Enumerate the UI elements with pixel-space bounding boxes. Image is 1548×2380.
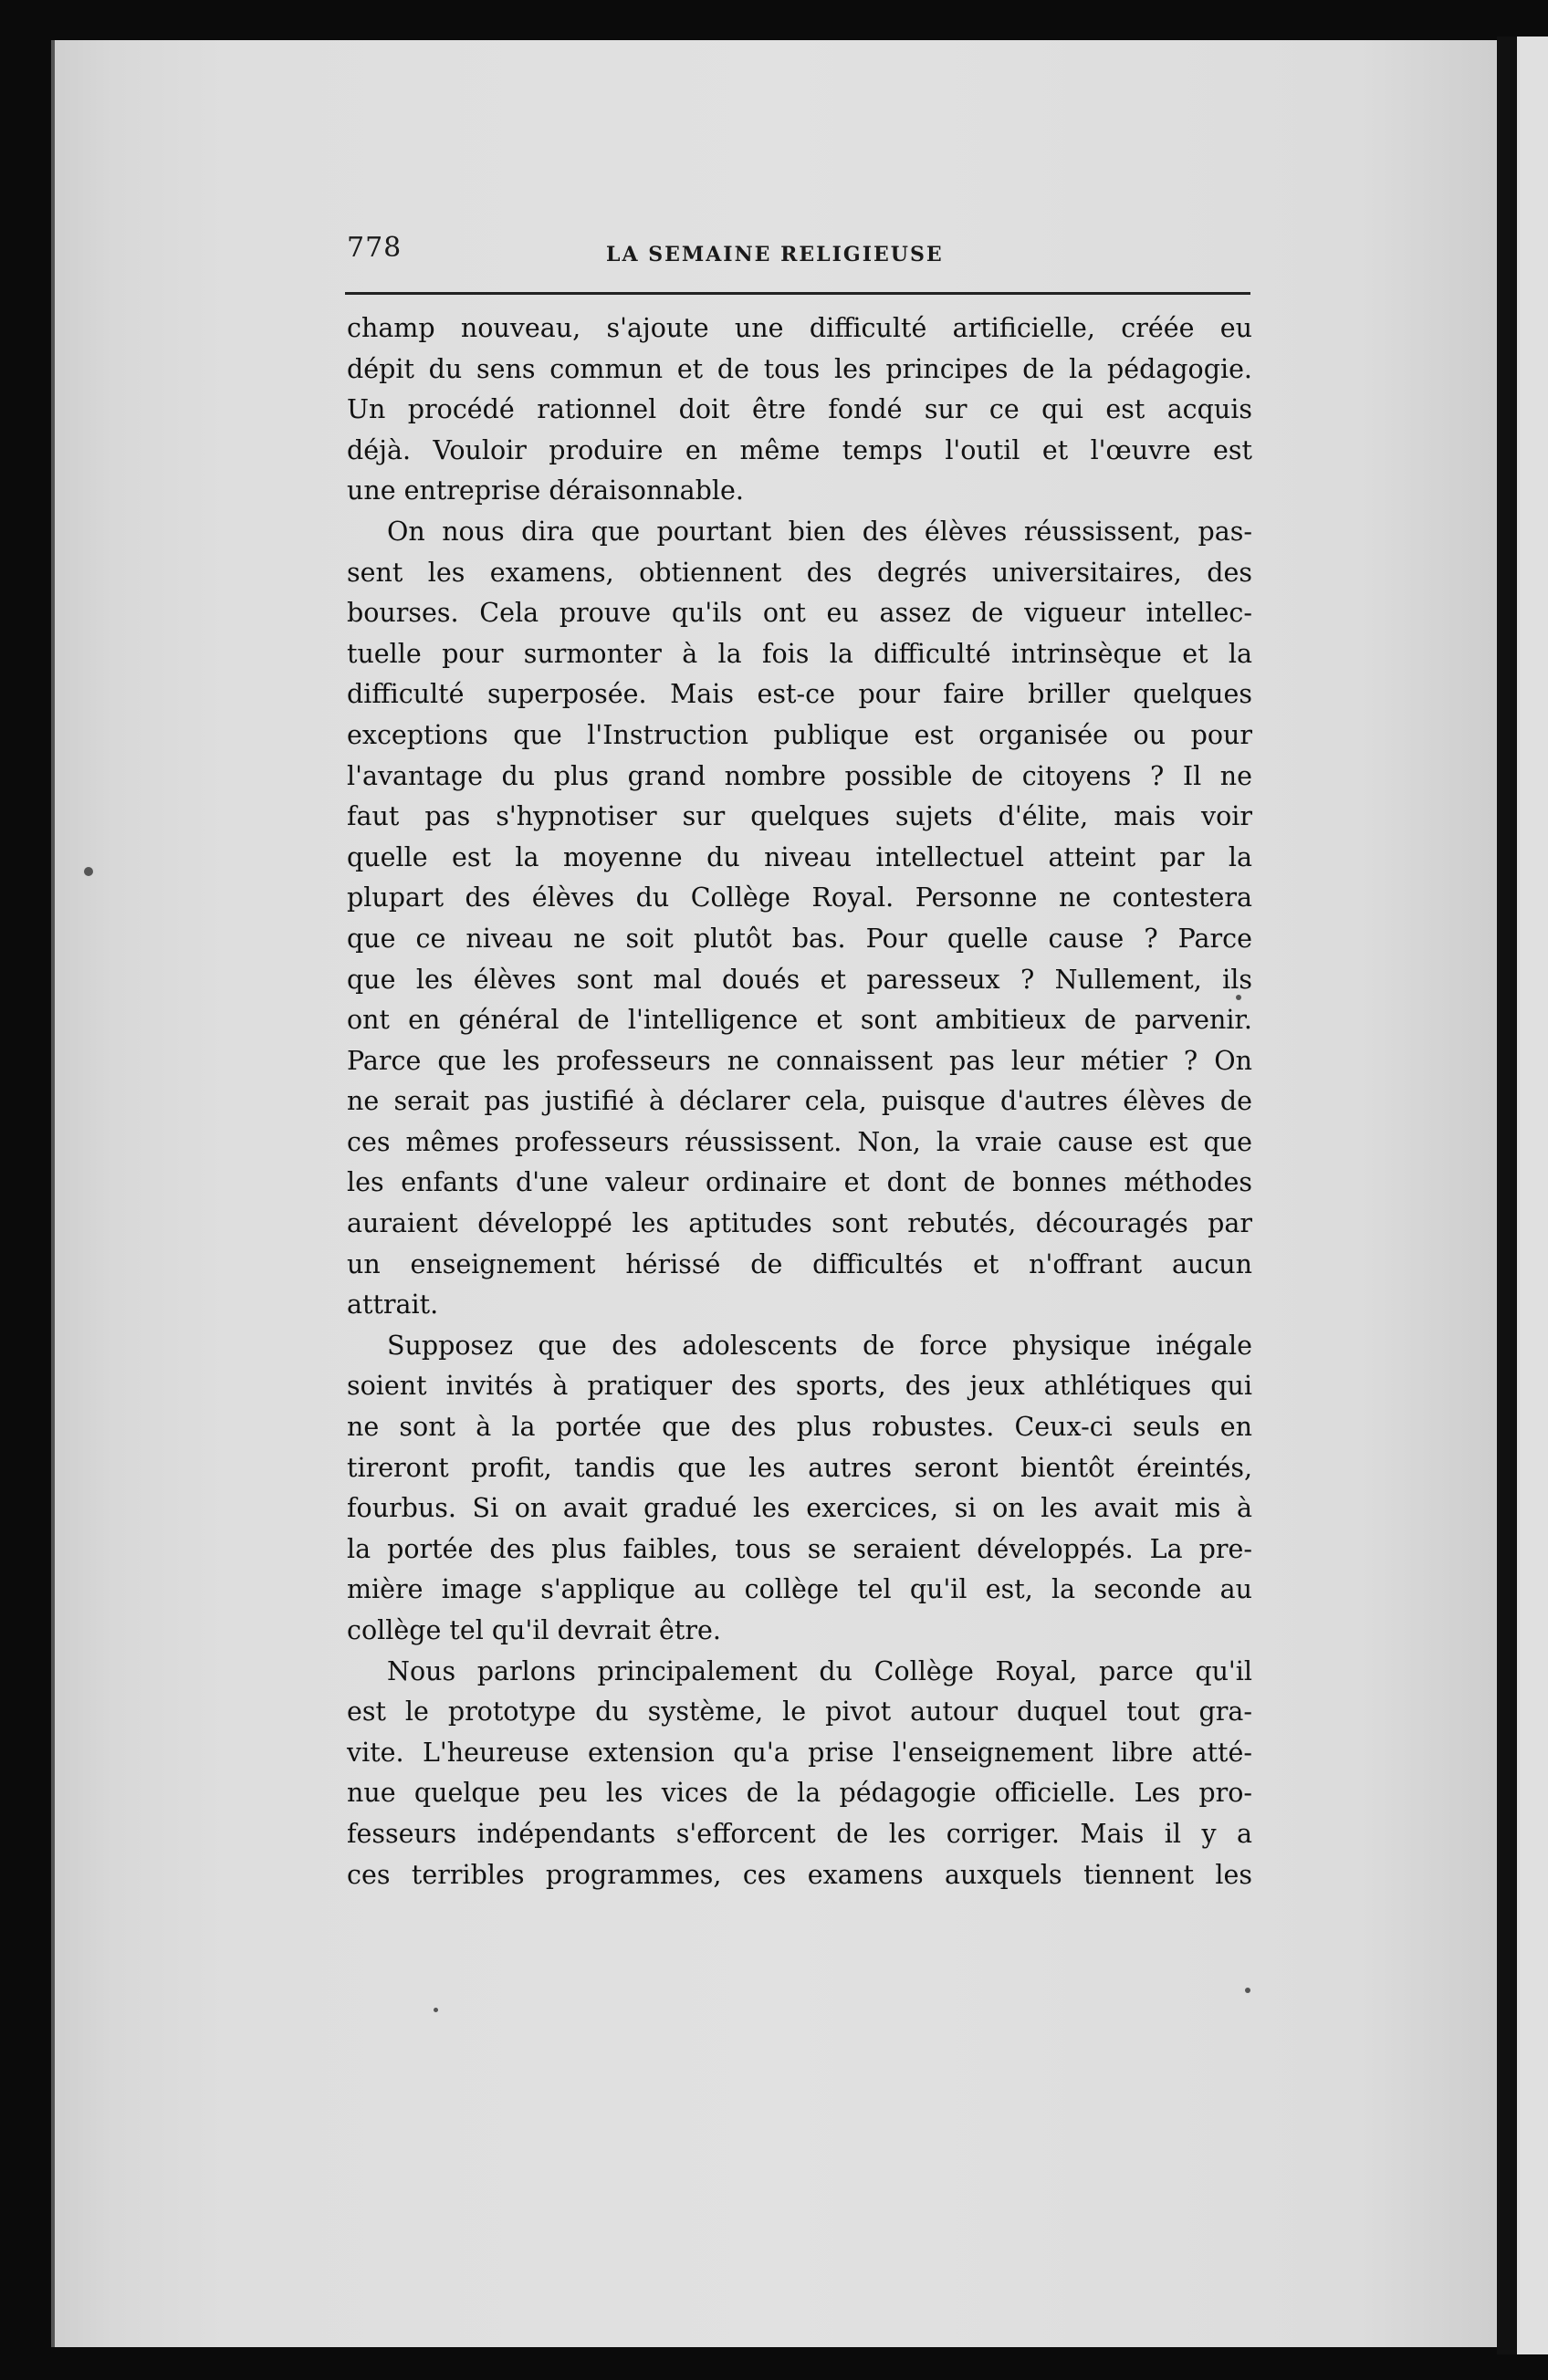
text-line: nue quelque peu les vices de la pédagogie officielle. Les pro- bbox=[347, 1778, 1252, 1809]
text-line: collège tel qu'il devrait être. bbox=[347, 1615, 721, 1645]
text-line: faut pas s'hypnotiser sur quelques sujets d'élite, mais voir bbox=[347, 801, 1252, 832]
text-line: Supposez que des adolescents de force physique inégale bbox=[387, 1330, 1252, 1361]
text-line: ont en général de l'intelligence et sont ambitieux de parvenir. bbox=[347, 1005, 1252, 1036]
text-line: bourses. Cela prouve qu'ils ont eu assez de vigueur intellec- bbox=[347, 598, 1252, 629]
body-text bbox=[347, 308, 1252, 1895]
text-line: mière image s'applique au collège tel qu'il est, la seconde au bbox=[347, 1574, 1252, 1605]
text-line: Parce que les professeurs ne connaissent pas leur métier ? On bbox=[347, 1045, 1252, 1076]
running-title: LA SEMAINE RELIGIEUSE bbox=[606, 243, 944, 266]
scan-speck bbox=[434, 2008, 438, 2012]
text-line: une entreprise déraisonnable. bbox=[347, 475, 744, 506]
text-line: que ce niveau ne soit plutôt bas. Pour quelle cause ? Parce bbox=[347, 923, 1252, 954]
text-line: ces terribles programmes, ces examens auxquels tiennent les bbox=[347, 1859, 1252, 1890]
text-line: sent les examens, obtiennent des degrés universitaires, des bbox=[347, 557, 1252, 588]
text-line: tireront profit, tandis que les autres seront bientôt éreintés, bbox=[347, 1452, 1252, 1483]
text-line: Un procédé rationnel doit être fondé sur ce qui est acquis bbox=[347, 394, 1252, 425]
text-line: fourbus. Si on avait gradué les exercices, si on les avait mis à bbox=[347, 1493, 1252, 1524]
text-line: On nous dira que pourtant bien des élèves réussissent, pas- bbox=[387, 516, 1252, 547]
text-line: ces mêmes professeurs réussissent. Non, la vraie cause est que bbox=[347, 1126, 1252, 1157]
text-line: est le prototype du système, le pivot autour duquel tout gra- bbox=[347, 1696, 1252, 1728]
text-line: les enfants d'une valeur ordinaire et dont de bonnes méthodes bbox=[347, 1167, 1252, 1198]
text-line: ne sont à la portée que des plus robustes. Ceux-ci seuls en bbox=[347, 1412, 1252, 1443]
text-line: ne serait pas justifié à déclarer cela, puisque d'autres élèves de bbox=[347, 1086, 1252, 1117]
text-line: quelle est la moyenne du niveau intellectuel atteint par la bbox=[347, 841, 1252, 872]
text-line: soient invités à pratiquer des sports, des jeux athlétiques qui bbox=[347, 1371, 1252, 1402]
facing-page-edge bbox=[1517, 37, 1548, 2354]
text-line: Nous parlons principalement du Collège Royal, parce qu'il bbox=[387, 1655, 1252, 1686]
page-number: 778 bbox=[347, 232, 403, 264]
header-rule bbox=[345, 292, 1250, 295]
text-line: déjà. Vouloir produire en même temps l'outil et l'œuvre est bbox=[347, 434, 1252, 465]
text-line: un enseignement hérissé de difficultés et n'offrant aucun bbox=[347, 1248, 1252, 1279]
text-line: attrait. bbox=[347, 1289, 439, 1320]
text-line: l'avantage du plus grand nombre possible de citoyens ? Il ne bbox=[347, 760, 1252, 791]
page-gutter-shadow bbox=[1497, 37, 1517, 2354]
text-line: exceptions que l'Instruction publique est organisée ou pour bbox=[347, 719, 1252, 750]
text-line: plupart des élèves du Collège Royal. Personne ne contestera bbox=[347, 882, 1252, 913]
text-line: fesseurs indépendants s'efforcent de les corriger. Mais il y a bbox=[347, 1818, 1252, 1849]
text-line: tuelle pour surmonter à la fois la difficulté intrinsèque et la bbox=[347, 638, 1252, 669]
text-line: auraient développé les aptitudes sont rebutés, découragés par bbox=[347, 1208, 1252, 1239]
text-line: champ nouveau, s'ajoute une difficulté artificielle, créée eu bbox=[347, 313, 1252, 343]
text-line: la portée des plus faibles, tous se seraient développés. La pre- bbox=[347, 1533, 1252, 1564]
text-line: que les élèves sont mal doués et paresseux ? Nullement, ils bbox=[347, 964, 1252, 995]
scan-speck bbox=[84, 867, 93, 876]
scan-speck bbox=[1245, 1988, 1250, 1993]
text-line: difficulté superposée. Mais est-ce pour faire briller quelques bbox=[347, 679, 1252, 710]
text-line: dépit du sens commun et de tous les principes de la pédagogie. bbox=[347, 353, 1252, 384]
text-line: vite. L'heureuse extension qu'a prise l'enseignement libre atté- bbox=[347, 1737, 1252, 1768]
